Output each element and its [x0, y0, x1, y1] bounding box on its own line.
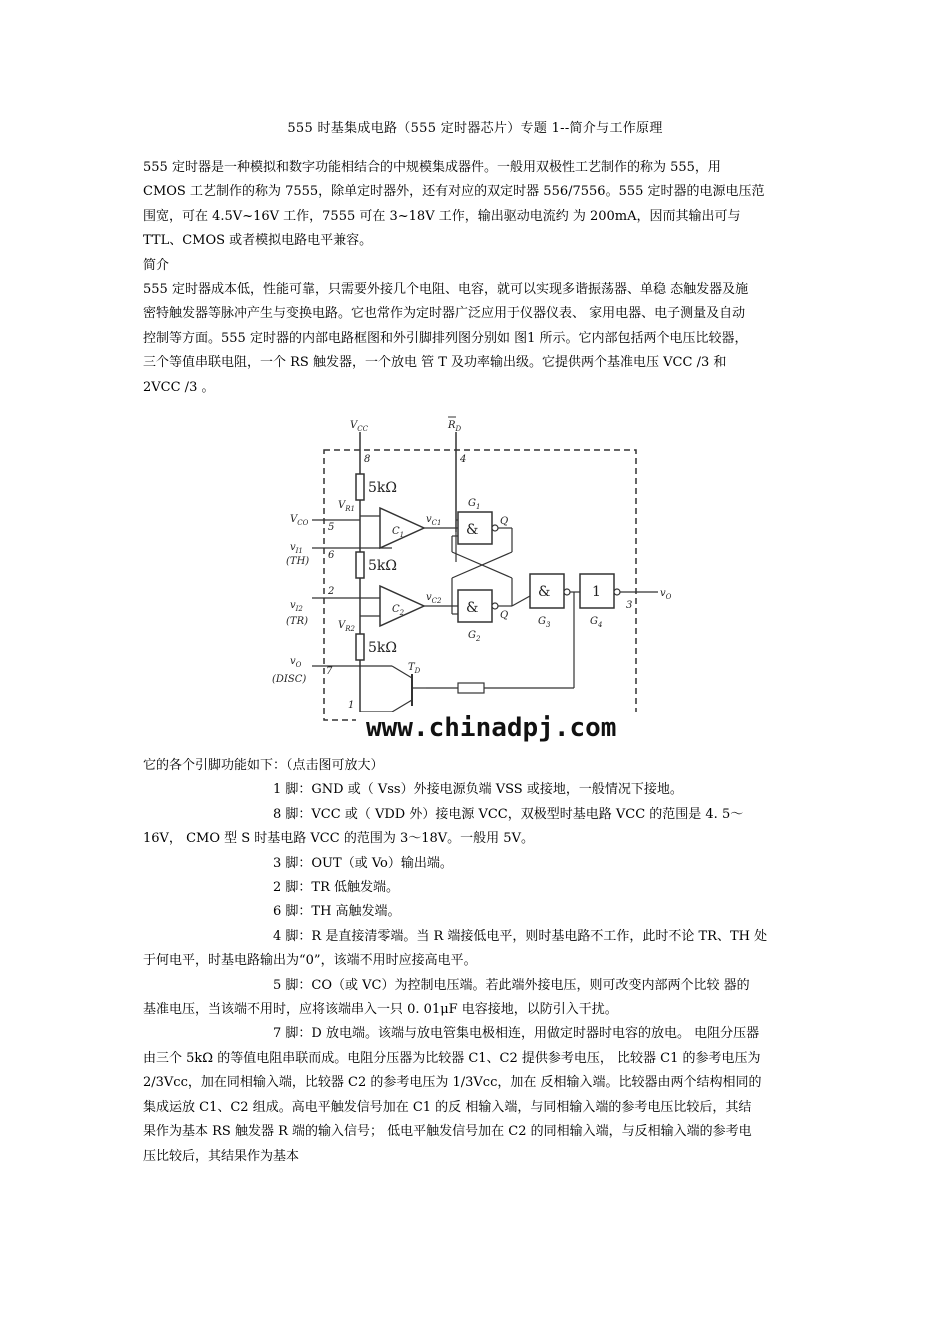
- section-heading-intro: 简介: [143, 257, 170, 273]
- pins-section: [143, 754, 821, 1169]
- disc-label: (DISC): [272, 674, 307, 685]
- pin-line: 3 脚：OUT（或 Vo）输出端。: [273, 855, 453, 871]
- desc-line: 三个等值串联电阻，一个 RS 触发器，一个放电 管 T 及功率输出级。它提供两个基准电压 VCC /3 和: [143, 355, 727, 371]
- pin-5-label: 5: [328, 522, 335, 533]
- pin-4-label: 4: [460, 454, 467, 465]
- pin-line: 8 脚：VCC 或（ VDD 外）接电源 VCC，双极型时基电路 VCC 的范围是 4. 5～: [273, 806, 744, 822]
- pin-line: 7 脚：D 放电端。该端与放电管集电极相连，用做定时器时电容的放电。 电阻分压器: [273, 1026, 760, 1042]
- desc-line: 控制等方面。555 定时器的内部电路框图和外引脚排列图分别如 图1 所示。它内部包括两个电压比较器，: [143, 330, 748, 346]
- g1-symbol: &: [466, 522, 479, 538]
- resistor-1: [356, 474, 364, 500]
- pin-6-label: 6: [328, 550, 335, 561]
- rd-label: $R_D$: [448, 420, 462, 433]
- vi2-label: $v_{I2}$: [290, 600, 303, 613]
- pin-2-label: 2: [328, 586, 335, 597]
- g4-label: $G_4$: [590, 616, 603, 629]
- pin-line: 基准电压，当该端不用时，应将该端串入一只 0. 01μF 电容接地，以防引入干扰。: [143, 1002, 618, 1018]
- pin-1-label: 1: [348, 700, 355, 711]
- vo-label: $v_O$: [660, 588, 672, 601]
- pin-8-label: 8: [364, 454, 371, 465]
- discharge-resistor: [458, 683, 484, 693]
- intro-line: 555 定时器是一种模拟和数字功能相结合的中规模集成器件。一般用双极性工艺制作的称为 555，用: [143, 160, 721, 175]
- pin-line: 2/3Vcc，加在同相输入端，比较器 C2 的参考电压为 1/3Vcc，加在 反相输入端。比较器由两个结构相同的: [143, 1075, 762, 1091]
- pin-line: 集成运放 C1、C2 组成。高电平触发信号加在 C1 的反 相输入端，与同相输入端的参考电压比较后，其结: [143, 1099, 752, 1115]
- g1-label: $G_1$: [468, 498, 481, 511]
- pin-line: 1 脚：GND 或（ Vss）外接电源负端 VSS 或接地，一般情况下接地。: [273, 782, 683, 798]
- pin-line: 于何电平，时基电路输出为“0”，该端不用时应接高电平。: [143, 953, 477, 969]
- pin-line: 压比较后，其结果作为基本: [143, 1148, 300, 1164]
- tr-label: (TR): [286, 616, 309, 627]
- vr2-label: $V_{R2}$: [338, 620, 355, 633]
- intro-line: CMOS 工艺制作的称为 7555，除单定时器外，还有对应的双定时器 556/7556。555 定时器的电源电压范: [143, 184, 765, 200]
- resistor-2-label: 5kΩ: [368, 558, 397, 574]
- desc-line: 密特触发器等脉冲产生与变换电路。它也常作为定时器广泛应用于仪器仪表、 家用电器、电子测量及自动: [143, 306, 746, 322]
- c1-label: $C_1$: [392, 526, 405, 539]
- vo-disc-label: $v_O$: [290, 656, 302, 669]
- resistor-3-label: 5kΩ: [368, 640, 397, 656]
- resistor-1-label: 5kΩ: [368, 480, 397, 496]
- g2-symbol: &: [466, 600, 479, 616]
- desc-line: 555 定时器成本低，性能可靠，只需要外接几个电阻、电容，就可以实现多谐振荡器、单稳 态触发器及施: [143, 282, 749, 298]
- g4-symbol: 1: [592, 584, 601, 600]
- vi1-label: $v_{I1}$: [290, 542, 303, 555]
- g2-label: $G_2$: [468, 630, 481, 643]
- page-title: 555 时基集成电路（555 定时器芯片）专题 1--简介与工作原理: [287, 121, 663, 136]
- circuit-diagram: [262, 412, 684, 744]
- vco-label: $V_{CO}$: [290, 514, 309, 527]
- intro-line: TTL、CMOS 或者模拟电路电平兼容。: [143, 233, 373, 249]
- pin-line: 16V， CMO 型 S 时基电路 VCC 的范围为 3～18V。一般用 5V。: [143, 831, 534, 847]
- comparator-c2: [380, 586, 424, 626]
- th-label: (TH): [286, 556, 310, 567]
- circuit-diagram-figure[interactable]: [262, 412, 684, 744]
- desc-line: 2VCC /3 。: [143, 379, 215, 395]
- vr1-label: $V_{R1}$: [338, 500, 355, 513]
- watermark-text: www.chinadpj.com: [366, 713, 617, 743]
- q-label: Q: [500, 610, 509, 621]
- td-label: $T_D$: [408, 662, 421, 675]
- intro-line: 围宽，可在 4.5V~16V 工作，7555 可在 3~18V 工作，输出驱动电流约 为 200mA，因而其输出可与: [143, 208, 741, 224]
- pin-line: 6 脚：TH 高触发端。: [273, 904, 401, 920]
- pin-7-label: 7: [326, 666, 333, 677]
- comparator-c1: [380, 508, 424, 548]
- pin-line: 5 脚：CO（或 VC）为控制电压端。若此端外接电压，则可改变内部两个比较 器的: [273, 977, 750, 993]
- qbar-label: Q: [500, 516, 509, 527]
- pin-line: 由三个 5kΩ 的等值电阻串联而成。电阻分压器为比较器 C1、C2 提供参考电压， 比较器 C1 的参考电压为: [143, 1050, 761, 1066]
- intro-paragraph: [143, 156, 821, 400]
- c2-label: $C_2$: [392, 604, 405, 617]
- pin-3-label: 3: [626, 600, 633, 611]
- pins-heading: 它的各个引脚功能如下：（点击图可放大）: [143, 758, 384, 773]
- pin-line: 果作为基本 RS 触发器 R 端的输入信号； 低电平触发信号加在 C2 的同相输入端，与反相输入端的参考电: [143, 1124, 752, 1140]
- g3-label: $G_3$: [538, 616, 551, 629]
- vcc-label: $V_{CC}$: [350, 420, 368, 433]
- vc1-label: $v_{C1}$: [426, 514, 442, 527]
- pin-line: 2 脚：TR 低触发端。: [273, 880, 399, 896]
- resistor-3: [356, 634, 364, 660]
- resistor-2: [356, 552, 364, 578]
- pin-line: 4 脚：R 是直接清零端。当 R 端接低电平，则时基电路不工作，此时不论 TR、TH 处: [273, 928, 768, 944]
- g3-symbol: &: [538, 584, 551, 600]
- vc2-label: $v_{C2}$: [426, 592, 442, 605]
